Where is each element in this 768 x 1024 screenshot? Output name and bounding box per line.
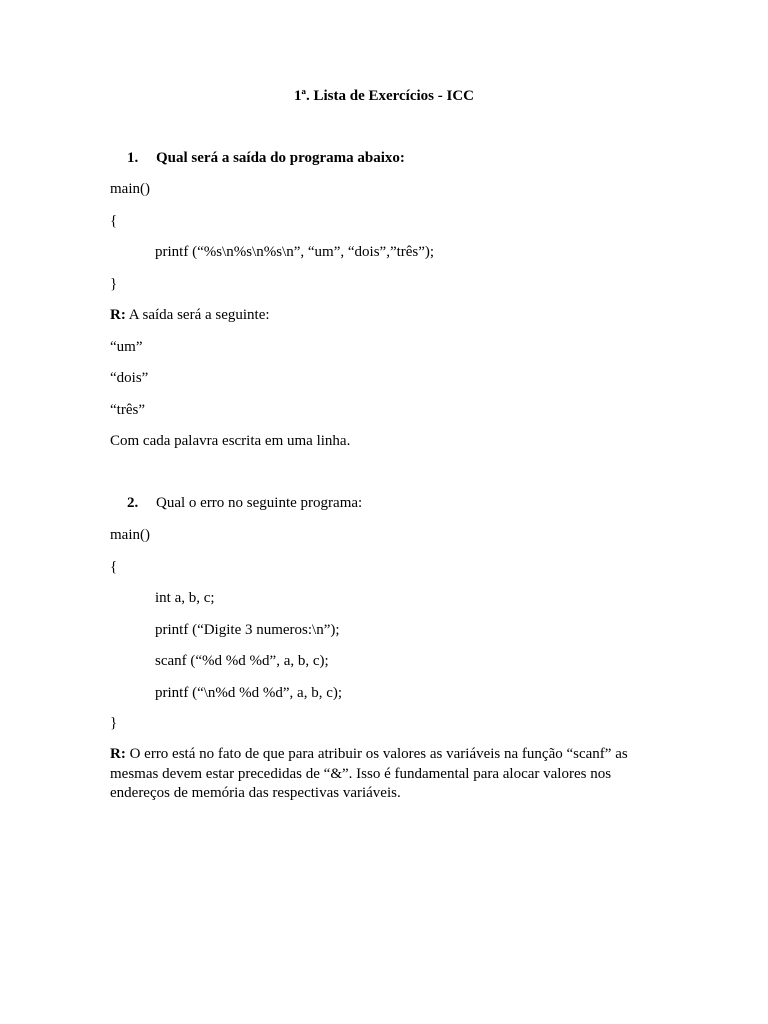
q2-answer-text: O erro está no fato de que para atribuir os valores as variáveis na função “scanf” as mesmas devem estar precedidas de “&”. Isso é fundamental para alocar valores nos endereços de memória das respectivas variáveis. xyxy=(110,746,628,801)
question-1-text: Qual será a saída do programa abaixo: xyxy=(156,150,405,166)
question-2-text: Qual o erro no seguinte programa: xyxy=(156,495,363,511)
q2-code-open-brace: { xyxy=(110,559,118,575)
question-2-number: 2. xyxy=(127,495,139,511)
q2-code-line-3: scanf (“%d %d %d”, a, b, c); xyxy=(155,653,329,669)
page-title: 1ª. Lista de Exercícios - ICC xyxy=(293,88,475,104)
q2-code-main: main() xyxy=(110,527,150,543)
q1-answer xyxy=(110,306,270,324)
question-1-number: 1. xyxy=(127,150,139,166)
q1-code-open-brace: { xyxy=(110,213,118,229)
q1-answer-label: R: xyxy=(110,307,126,323)
q2-code-line-1: int a, b, c; xyxy=(155,590,215,606)
q1-output-2: “dois” xyxy=(110,370,149,386)
q1-output-1: “um” xyxy=(110,339,143,355)
q1-note: Com cada palavra escrita em uma linha. xyxy=(110,433,351,449)
q1-code-main: main() xyxy=(110,181,150,197)
q2-answer xyxy=(110,745,650,804)
q2-answer-label: R: xyxy=(110,746,126,762)
q1-code-close-brace: } xyxy=(110,276,118,292)
q1-output-3: “três” xyxy=(110,402,145,418)
q2-code-close-brace: } xyxy=(110,715,118,731)
q1-answer-text: A saída será a seguinte: xyxy=(125,307,270,323)
q2-code-line-4: printf (“\n%d %d %d”, a, b, c); xyxy=(155,685,343,701)
q1-code-printf: printf (“%s\n%s\n%s\n”, “um”, “dois”,”três”); xyxy=(155,244,435,260)
q2-code-line-2: printf (“Digite 3 numeros:\n”); xyxy=(155,622,340,638)
